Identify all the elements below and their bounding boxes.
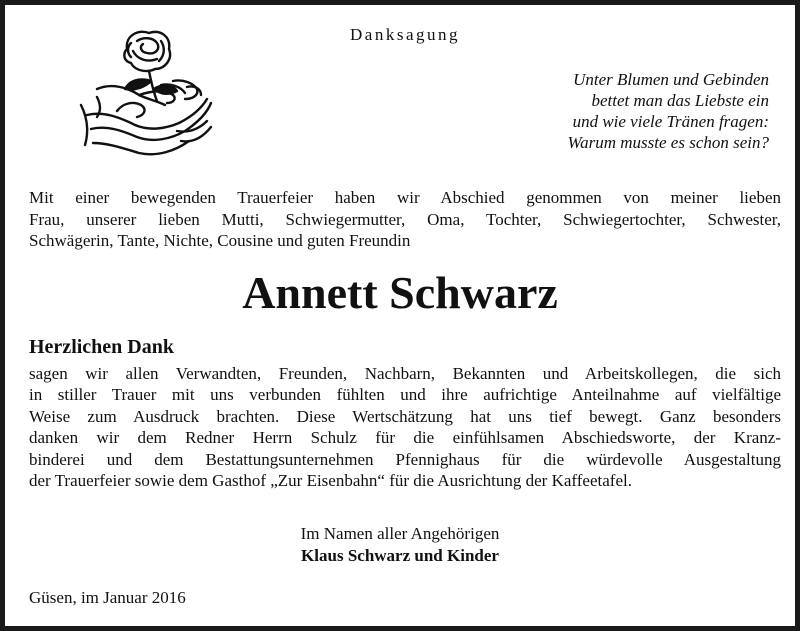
signature-block [5, 523, 795, 567]
poem-line: bettet man das Liebste ein [591, 91, 769, 110]
intro-paragraph [29, 187, 781, 252]
signer-name: Klaus Schwarz und Kinder [301, 546, 499, 565]
hands-holding-rose-icon [77, 25, 217, 163]
intro-line: Mit einer bewegenden Trauerfeier haben wir Abschied genommen von meiner lieben [29, 188, 781, 207]
signature-intro: Im Namen aller Angehörigen [300, 524, 500, 543]
poem-line: Unter Blumen und Gebinden [573, 70, 769, 89]
poem-line: Warum musste es schon sein? [567, 133, 769, 152]
thanks-line: der Trauerfeier sowie dem Gasthof „Zur Eisenbahn“ für die Ausrichtung der Kaffeetafel. [29, 471, 632, 491]
intro-line: Frau, unserer lieben Mutti, Schwiegermutter, Oma, Tochter, Schwiegertochter, Schwester, [29, 209, 781, 229]
intro-line: Schwägerin, Tante, Nichte, Cousine und guten Freundin [29, 231, 411, 250]
thanks-paragraph [29, 363, 781, 491]
thanks-line: binderei und dem Bestattungsunternehmen Pfennighaus für die würdevolle Ausgestaltung [29, 449, 781, 469]
thanks-line: in stiller Trauer mit uns verbunden fühlten und ihre aufrichtige Anteilnahme auf vielfältige [29, 385, 781, 405]
thanks-title: Herzlichen Dank [29, 336, 174, 358]
thanks-line: sagen wir allen Verwandten, Freunden, Nachbarn, Bekannten und Arbeitskollegen, die sich [29, 364, 781, 383]
poem [409, 69, 769, 153]
place-date: Güsen, im Januar 2016 [29, 588, 186, 607]
thanks-line: Weise zum Ausdruck brachten. Diese Wertschätzung hat uns tief bewegt. Ganz besonders [29, 406, 781, 426]
notice-heading: Danksagung [350, 25, 460, 44]
poem-line: und wie viele Tränen fragen: [572, 112, 769, 131]
deceased-name: Annett Schwarz [242, 267, 558, 318]
thanks-line: danken wir dem Redner Herrn Schulz für die einfühlsamen Abschiedsworte, der Kranz- [29, 428, 781, 448]
